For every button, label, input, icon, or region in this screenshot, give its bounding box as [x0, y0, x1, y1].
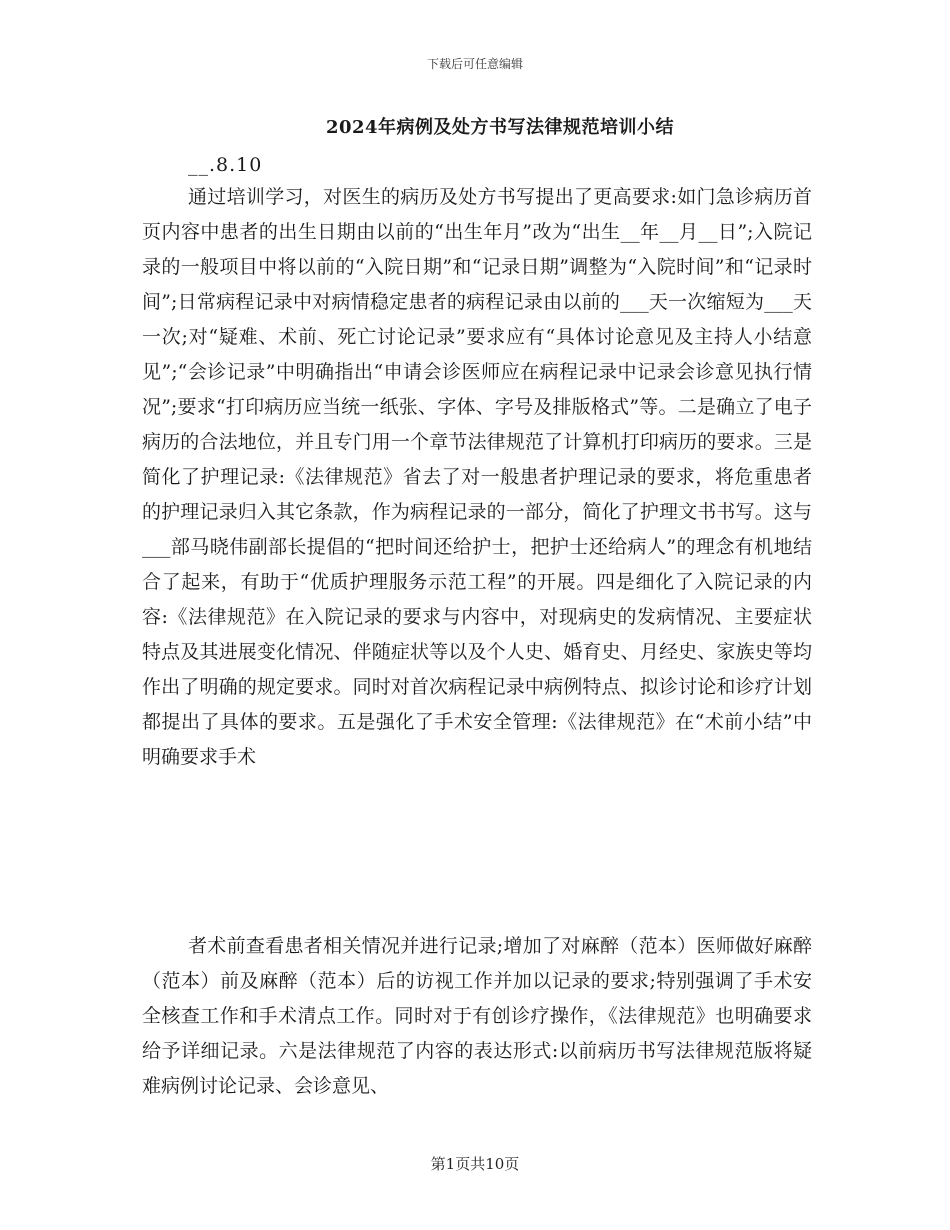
document-title: 2024年病例及处方书写法律规范培训小结 [325, 117, 675, 138]
page-number: 第1页共10页 [430, 1155, 520, 1173]
body-section-2 [142, 929, 812, 1104]
document-date: __.8.10 [188, 154, 263, 176]
body-section-1 [142, 180, 812, 775]
paragraph-2: 者术前查看患者相关情况并进行记录;增加了对麻醉（范本）医师做好麻醉（范本）前及麻醉（范本）后的访视工作并加以记录的要求;特别强调了手术安全核查工作和手术清点工作。同时对于有创诊疗操作，《法律规范》也明确要求给予详细记录。六是法律规范了内容的表达形式:以前病历书写法律规范版将疑难病例讨论记录、会诊意见、 [142, 935, 812, 1097]
header-note: 下载后可任意编辑 [426, 57, 523, 71]
paragraph-1: 通过培训学习，对医生的病历及处方书写提出了更高要求:如门急诊病历首页内容中患者的出生日期由以前的“出生年月”改为“出生__年__月__日”;入院记录的一般项目中将以前的“入院日期”和“记录日期”调整为“入院时间”和“记录时间”;日常病程记录中对病情稳定患者的病程记录由以前的___天一次缩短为___天一次;对“疑难、术前、死亡讨论记录”要求应有“具体讨论意见及主持人小结意见”;“会诊记录”中明确指出“申请会诊医师应在病程记录中记录会诊意见执行情况”;要求“打印病历应当统一纸张、字体、字号及排版格式”等。二是确立了电子病历的合法地位，并且专门用一个章节法律规范了计算机打印病历的要求。三是简化了护理记录:《法律规范》省去了对一般患者护理记录的要求，将危重患者的护理记录归入其它条款，作为病程记录的一部分，简化了护理文书书写。这与___部马晓伟副部长提倡的“把时间还给护士，把护士还给病人”的理念有机地结合了起来，有助于“优质护理服务示范工程”的开展。四是细化了入院记录的内容:《法律规范》在入院记录的要求与内容中，对现病史的发病情况、主要症状特点及其进展变化情况、伴随症状等以及个人史、婚育史、月经史、家族史等均作出了明确的规定要求。同时对首次病程记录中病例特点、拟诊讨论和诊疗计划都提出了具体的要求。五是强化了手术安全管理:《法律规范》在“术前小结”中明确要求手术 [142, 186, 812, 768]
